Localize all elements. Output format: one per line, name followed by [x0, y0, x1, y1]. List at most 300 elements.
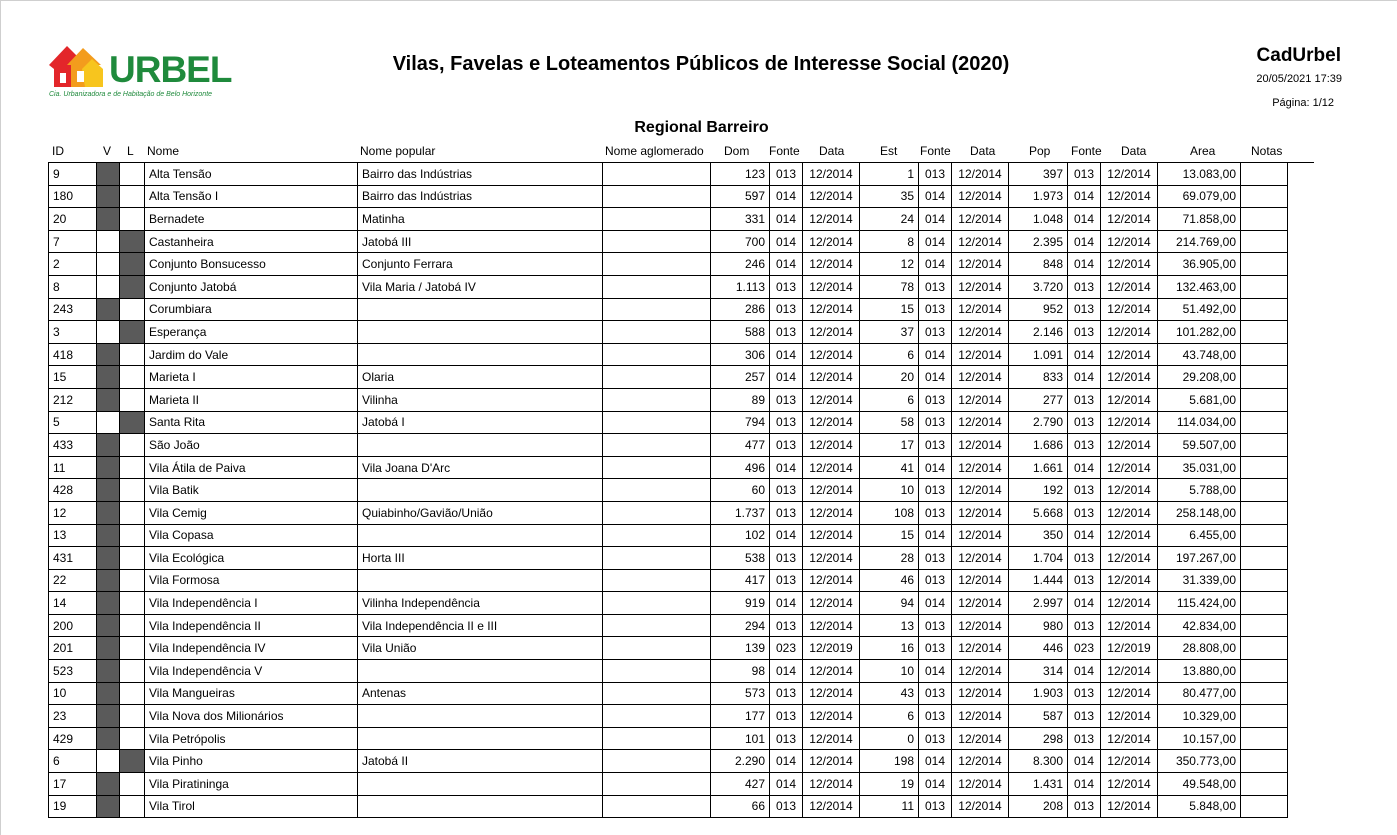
- cell-l-flag: [120, 321, 145, 344]
- cell-data-est: 12/2014: [952, 275, 1009, 298]
- cell-dom: 286: [711, 298, 770, 321]
- cell-nome-popular: Vila Maria / Jatobá IV: [358, 275, 603, 298]
- table-row: [49, 275, 1288, 298]
- cell-id: 243: [49, 298, 97, 321]
- cell-area: 80.477,00: [1158, 682, 1241, 705]
- cell-nome-aglomerado: [603, 795, 711, 818]
- cell-nome-aglomerado: [603, 366, 711, 389]
- cell-nome-aglomerado: [603, 298, 711, 321]
- cell-area: 36.905,00: [1158, 253, 1241, 276]
- cell-data-pop: 12/2014: [1101, 524, 1158, 547]
- cell-l-flag: [120, 366, 145, 389]
- cell-data-est: 12/2014: [952, 298, 1009, 321]
- cell-fonte-est: 014: [919, 592, 952, 615]
- cell-fonte-dom: 013: [770, 388, 803, 411]
- page-number: Página: 1/12: [1272, 97, 1334, 109]
- cell-area: 197.267,00: [1158, 547, 1241, 570]
- cell-id: 180: [49, 185, 97, 208]
- cell-v-flag: [97, 321, 120, 344]
- cell-l-flag: [120, 298, 145, 321]
- cell-v-flag: [97, 501, 120, 524]
- cell-pop: 1.431: [1009, 773, 1068, 796]
- cell-fonte-est: 014: [919, 343, 952, 366]
- cell-id: 12: [49, 501, 97, 524]
- cell-fonte-pop: 014: [1068, 750, 1101, 773]
- cell-data-est: 12/2014: [952, 208, 1009, 231]
- table-row: [49, 614, 1288, 637]
- cell-pop: 277: [1009, 388, 1068, 411]
- cell-nome: Vila Tirol: [145, 795, 358, 818]
- cell-nome-aglomerado: [603, 773, 711, 796]
- cell-nome-popular: [358, 569, 603, 592]
- cell-data-dom: 12/2014: [803, 547, 860, 570]
- cell-est: 12: [860, 253, 919, 276]
- cell-notas: [1241, 388, 1288, 411]
- cell-pop: 848: [1009, 253, 1068, 276]
- cell-fonte-pop: 013: [1068, 434, 1101, 457]
- cell-notas: [1241, 208, 1288, 231]
- cell-l-flag: [120, 434, 145, 457]
- cell-fonte-pop: 013: [1068, 411, 1101, 434]
- cell-notas: [1241, 343, 1288, 366]
- col-id: ID: [52, 144, 64, 158]
- cell-nome: Alta Tensão: [145, 163, 358, 186]
- cell-nome-aglomerado: [603, 750, 711, 773]
- cell-pop: 1.704: [1009, 547, 1068, 570]
- cell-nome: Conjunto Bonsucesso: [145, 253, 358, 276]
- cell-l-flag: [120, 750, 145, 773]
- cell-fonte-pop: 014: [1068, 230, 1101, 253]
- cell-l-flag: [120, 795, 145, 818]
- cell-nome-aglomerado: [603, 660, 711, 683]
- col-nome: Nome: [147, 144, 180, 158]
- cell-data-pop: 12/2014: [1101, 614, 1158, 637]
- cell-dom: 2.290: [711, 750, 770, 773]
- cell-fonte-dom: 023: [770, 637, 803, 660]
- cell-l-flag: [120, 343, 145, 366]
- cell-fonte-est: 014: [919, 253, 952, 276]
- cell-data-dom: 12/2014: [803, 163, 860, 186]
- cell-nome: Esperança: [145, 321, 358, 344]
- cell-pop: 1.903: [1009, 682, 1068, 705]
- cell-fonte-dom: 014: [770, 366, 803, 389]
- cell-nome-popular: [358, 434, 603, 457]
- cell-notas: [1241, 569, 1288, 592]
- cell-data-dom: 12/2014: [803, 253, 860, 276]
- cell-fonte-est: 013: [919, 705, 952, 728]
- table-row: [49, 208, 1288, 231]
- cell-v-flag: [97, 479, 120, 502]
- cell-nome-popular: Horta III: [358, 547, 603, 570]
- cell-area: 5.681,00: [1158, 388, 1241, 411]
- cell-data-est: 12/2014: [952, 456, 1009, 479]
- cell-nome-popular: Bairro das Indústrias: [358, 185, 603, 208]
- cell-fonte-est: 014: [919, 366, 952, 389]
- cell-nome: Vila Formosa: [145, 569, 358, 592]
- cell-fonte-dom: 013: [770, 275, 803, 298]
- cell-nome: Vila Petrópolis: [145, 727, 358, 750]
- cell-fonte-dom: 014: [770, 592, 803, 615]
- cell-data-dom: 12/2014: [803, 773, 860, 796]
- cell-pop: 192: [1009, 479, 1068, 502]
- cell-data-est: 12/2014: [952, 682, 1009, 705]
- table-row: [49, 230, 1288, 253]
- cell-v-flag: [97, 614, 120, 637]
- cell-fonte-est: 013: [919, 569, 952, 592]
- cell-data-pop: 12/2014: [1101, 750, 1158, 773]
- cell-data-est: 12/2014: [952, 185, 1009, 208]
- cell-nome: Santa Rita: [145, 411, 358, 434]
- cell-notas: [1241, 727, 1288, 750]
- cell-est: 43: [860, 682, 919, 705]
- cell-id: 8: [49, 275, 97, 298]
- cell-pop: 980: [1009, 614, 1068, 637]
- cell-fonte-dom: 013: [770, 682, 803, 705]
- cell-est: 10: [860, 660, 919, 683]
- cell-pop: 2.146: [1009, 321, 1068, 344]
- cell-fonte-est: 014: [919, 660, 952, 683]
- cell-l-flag: [120, 388, 145, 411]
- cell-nome-popular: Vila União: [358, 637, 603, 660]
- cell-v-flag: [97, 434, 120, 457]
- cell-notas: [1241, 637, 1288, 660]
- cell-nome-aglomerado: [603, 253, 711, 276]
- cell-v-flag: [97, 163, 120, 186]
- cell-est: 6: [860, 343, 919, 366]
- cell-fonte-dom: 014: [770, 660, 803, 683]
- cell-v-flag: [97, 795, 120, 818]
- table-row: [49, 366, 1288, 389]
- cell-fonte-pop: 013: [1068, 547, 1101, 570]
- cell-est: 37: [860, 321, 919, 344]
- cell-v-flag: [97, 185, 120, 208]
- cell-pop: 1.686: [1009, 434, 1068, 457]
- cell-data-pop: 12/2014: [1101, 298, 1158, 321]
- cell-fonte-pop: 014: [1068, 185, 1101, 208]
- cell-fonte-dom: 013: [770, 547, 803, 570]
- cell-data-pop: 12/2014: [1101, 569, 1158, 592]
- cell-pop: 397: [1009, 163, 1068, 186]
- cell-nome-popular: [358, 727, 603, 750]
- cell-id: 14: [49, 592, 97, 615]
- cell-nome: Jardim do Vale: [145, 343, 358, 366]
- cell-l-flag: [120, 185, 145, 208]
- cell-data-dom: 12/2014: [803, 456, 860, 479]
- table-row: [49, 479, 1288, 502]
- cell-notas: [1241, 163, 1288, 186]
- cell-data-dom: 12/2014: [803, 208, 860, 231]
- cell-data-dom: 12/2014: [803, 411, 860, 434]
- cell-fonte-dom: 013: [770, 795, 803, 818]
- cell-dom: 1.737: [711, 501, 770, 524]
- cell-fonte-pop: 014: [1068, 456, 1101, 479]
- cell-nome-aglomerado: [603, 547, 711, 570]
- table-row: [49, 411, 1288, 434]
- cell-id: 13: [49, 524, 97, 547]
- cell-fonte-est: 014: [919, 230, 952, 253]
- cell-data-dom: 12/2014: [803, 479, 860, 502]
- cell-fonte-pop: 013: [1068, 275, 1101, 298]
- cell-pop: 587: [1009, 705, 1068, 728]
- col-nome-aglomerado: Nome aglomerado: [605, 144, 704, 158]
- cell-id: 212: [49, 388, 97, 411]
- cell-l-flag: [120, 275, 145, 298]
- cell-v-flag: [97, 660, 120, 683]
- table-row: [49, 682, 1288, 705]
- cell-data-pop: 12/2014: [1101, 208, 1158, 231]
- table-row: [49, 524, 1288, 547]
- table-row: [49, 456, 1288, 479]
- cell-id: 17: [49, 773, 97, 796]
- table-row: [49, 388, 1288, 411]
- table-row: [49, 705, 1288, 728]
- cell-nome-popular: Vilinha: [358, 388, 603, 411]
- table-row: [49, 185, 1288, 208]
- table-row: [49, 434, 1288, 457]
- cell-nome: Vila Independência I: [145, 592, 358, 615]
- cell-data-est: 12/2014: [952, 479, 1009, 502]
- cell-notas: [1241, 230, 1288, 253]
- cell-est: 15: [860, 524, 919, 547]
- cell-dom: 496: [711, 456, 770, 479]
- cell-pop: 833: [1009, 366, 1068, 389]
- cell-data-est: 12/2014: [952, 547, 1009, 570]
- cell-nome-aglomerado: [603, 592, 711, 615]
- cell-data-est: 12/2014: [952, 524, 1009, 547]
- cell-area: 43.748,00: [1158, 343, 1241, 366]
- cell-pop: 446: [1009, 637, 1068, 660]
- cell-id: 10: [49, 682, 97, 705]
- table-row: [49, 569, 1288, 592]
- cell-data-pop: 12/2014: [1101, 773, 1158, 796]
- table-row: [49, 795, 1288, 818]
- table-row: [49, 321, 1288, 344]
- cell-nome-aglomerado: [603, 321, 711, 344]
- cell-fonte-dom: 014: [770, 185, 803, 208]
- table-body: [49, 163, 1288, 818]
- cell-dom: 597: [711, 185, 770, 208]
- table-row: [49, 727, 1288, 750]
- cell-fonte-est: 014: [919, 524, 952, 547]
- cell-area: 29.208,00: [1158, 366, 1241, 389]
- cell-data-est: 12/2014: [952, 253, 1009, 276]
- cell-nome-popular: [358, 343, 603, 366]
- cell-dom: 1.113: [711, 275, 770, 298]
- cell-fonte-est: 014: [919, 185, 952, 208]
- cell-dom: 427: [711, 773, 770, 796]
- cell-data-pop: 12/2014: [1101, 547, 1158, 570]
- cell-fonte-pop: 013: [1068, 501, 1101, 524]
- cell-pop: 2.395: [1009, 230, 1068, 253]
- cell-fonte-pop: 013: [1068, 682, 1101, 705]
- cell-fonte-est: 013: [919, 614, 952, 637]
- cell-fonte-dom: 013: [770, 705, 803, 728]
- cell-est: 6: [860, 388, 919, 411]
- cell-dom: 588: [711, 321, 770, 344]
- cell-v-flag: [97, 682, 120, 705]
- cell-dom: 538: [711, 547, 770, 570]
- cell-data-est: 12/2014: [952, 321, 1009, 344]
- logo-wordmark: URBEL: [109, 49, 232, 90]
- cell-nome-popular: Antenas: [358, 682, 603, 705]
- cell-est: 16: [860, 637, 919, 660]
- cell-fonte-pop: 014: [1068, 773, 1101, 796]
- cell-data-est: 12/2014: [952, 501, 1009, 524]
- cell-dom: 331: [711, 208, 770, 231]
- cell-est: 11: [860, 795, 919, 818]
- cell-dom: 700: [711, 230, 770, 253]
- cell-dom: 177: [711, 705, 770, 728]
- cell-area: 71.858,00: [1158, 208, 1241, 231]
- cell-id: 9: [49, 163, 97, 186]
- cell-nome: Vila Copasa: [145, 524, 358, 547]
- cell-notas: [1241, 705, 1288, 728]
- cell-data-dom: 12/2014: [803, 592, 860, 615]
- cell-nome-aglomerado: [603, 479, 711, 502]
- cell-nome-popular: Jatobá II: [358, 750, 603, 773]
- cell-fonte-pop: 014: [1068, 366, 1101, 389]
- cell-pop: 314: [1009, 660, 1068, 683]
- cell-fonte-pop: 014: [1068, 592, 1101, 615]
- cell-notas: [1241, 547, 1288, 570]
- cell-est: 17: [860, 434, 919, 457]
- cell-area: 5.788,00: [1158, 479, 1241, 502]
- cell-data-est: 12/2014: [952, 637, 1009, 660]
- cell-data-est: 12/2014: [952, 773, 1009, 796]
- cell-fonte-est: 013: [919, 547, 952, 570]
- cell-dom: 98: [711, 660, 770, 683]
- col-l: L: [127, 144, 134, 158]
- cell-v-flag: [97, 253, 120, 276]
- cell-l-flag: [120, 253, 145, 276]
- cell-area: 10.329,00: [1158, 705, 1241, 728]
- cell-data-pop: 12/2014: [1101, 592, 1158, 615]
- table-row: [49, 773, 1288, 796]
- cell-fonte-dom: 014: [770, 773, 803, 796]
- cell-v-flag: [97, 750, 120, 773]
- table-row: [49, 253, 1288, 276]
- cell-area: 51.492,00: [1158, 298, 1241, 321]
- cell-nome-popular: Vila Independência II e III: [358, 614, 603, 637]
- cell-data-dom: 12/2014: [803, 230, 860, 253]
- cell-fonte-pop: 013: [1068, 298, 1101, 321]
- cell-nome-popular: Quiabinho/Gavião/União: [358, 501, 603, 524]
- cell-est: 24: [860, 208, 919, 231]
- cell-nome-popular: Matinha: [358, 208, 603, 231]
- cell-fonte-dom: 014: [770, 253, 803, 276]
- cell-pop: 1.973: [1009, 185, 1068, 208]
- col-data-pop: Data: [1121, 144, 1147, 158]
- cell-fonte-dom: 014: [770, 524, 803, 547]
- cell-data-dom: 12/2014: [803, 727, 860, 750]
- cell-area: 49.548,00: [1158, 773, 1241, 796]
- table-row: [49, 592, 1288, 615]
- cell-fonte-dom: 013: [770, 614, 803, 637]
- cell-id: 22: [49, 569, 97, 592]
- cell-id: 431: [49, 547, 97, 570]
- cell-area: 28.808,00: [1158, 637, 1241, 660]
- cell-notas: [1241, 660, 1288, 683]
- cell-data-pop: 12/2014: [1101, 434, 1158, 457]
- cell-fonte-dom: 014: [770, 208, 803, 231]
- report-title: Vilas, Favelas e Loteamentos Públicos de Interesse Social (2020): [392, 53, 1010, 75]
- cell-fonte-dom: 013: [770, 501, 803, 524]
- cell-area: 10.157,00: [1158, 727, 1241, 750]
- cell-l-flag: [120, 501, 145, 524]
- cell-data-dom: 12/2014: [803, 614, 860, 637]
- cell-id: 523: [49, 660, 97, 683]
- cell-nome-aglomerado: [603, 569, 711, 592]
- cell-nome-popular: Bairro das Indústrias: [358, 163, 603, 186]
- report-timestamp: 20/05/2021 17:39: [1256, 73, 1342, 85]
- cell-data-est: 12/2014: [952, 795, 1009, 818]
- cell-data-dom: 12/2014: [803, 660, 860, 683]
- cell-l-flag: [120, 547, 145, 570]
- cell-fonte-dom: 014: [770, 343, 803, 366]
- cell-data-pop: 12/2014: [1101, 366, 1158, 389]
- cell-data-est: 12/2014: [952, 727, 1009, 750]
- cell-nome-popular: Jatobá III: [358, 230, 603, 253]
- house-icon: [49, 43, 105, 89]
- cell-data-pop: 12/2014: [1101, 321, 1158, 344]
- cell-l-flag: [120, 208, 145, 231]
- col-fonte-est: Fonte: [920, 144, 951, 158]
- cell-area: 13.083,00: [1158, 163, 1241, 186]
- cell-id: 418: [49, 343, 97, 366]
- cell-fonte-pop: 013: [1068, 388, 1101, 411]
- cell-data-est: 12/2014: [952, 705, 1009, 728]
- cell-nome-aglomerado: [603, 614, 711, 637]
- cell-l-flag: [120, 637, 145, 660]
- cell-data-pop: 12/2014: [1101, 411, 1158, 434]
- cell-data-dom: 12/2014: [803, 795, 860, 818]
- cell-nome-popular: [358, 660, 603, 683]
- cell-dom: 89: [711, 388, 770, 411]
- cell-nome: Vila Batik: [145, 479, 358, 502]
- cell-notas: [1241, 682, 1288, 705]
- urbel-logo: [49, 43, 232, 103]
- cell-fonte-dom: 013: [770, 727, 803, 750]
- cell-dom: 417: [711, 569, 770, 592]
- cell-notas: [1241, 411, 1288, 434]
- cell-data-pop: 12/2014: [1101, 343, 1158, 366]
- cell-nome-aglomerado: [603, 275, 711, 298]
- cell-pop: 2.790: [1009, 411, 1068, 434]
- cell-data-est: 12/2014: [952, 750, 1009, 773]
- cell-fonte-est: 013: [919, 727, 952, 750]
- cell-fonte-pop: 013: [1068, 727, 1101, 750]
- cell-v-flag: [97, 298, 120, 321]
- cell-dom: 60: [711, 479, 770, 502]
- cell-id: 2: [49, 253, 97, 276]
- cell-nome-aglomerado: [603, 682, 711, 705]
- cell-notas: [1241, 456, 1288, 479]
- cell-dom: 66: [711, 795, 770, 818]
- cell-dom: 246: [711, 253, 770, 276]
- cell-fonte-est: 013: [919, 321, 952, 344]
- cell-v-flag: [97, 366, 120, 389]
- cell-nome-aglomerado: [603, 208, 711, 231]
- cell-data-est: 12/2014: [952, 434, 1009, 457]
- cell-data-est: 12/2014: [952, 411, 1009, 434]
- cell-nome-aglomerado: [603, 434, 711, 457]
- cell-data-pop: 12/2014: [1101, 163, 1158, 186]
- cell-notas: [1241, 298, 1288, 321]
- col-fonte-dom: Fonte: [769, 144, 800, 158]
- cell-fonte-pop: 013: [1068, 795, 1101, 818]
- cell-nome-popular: Olaria: [358, 366, 603, 389]
- cell-est: 108: [860, 501, 919, 524]
